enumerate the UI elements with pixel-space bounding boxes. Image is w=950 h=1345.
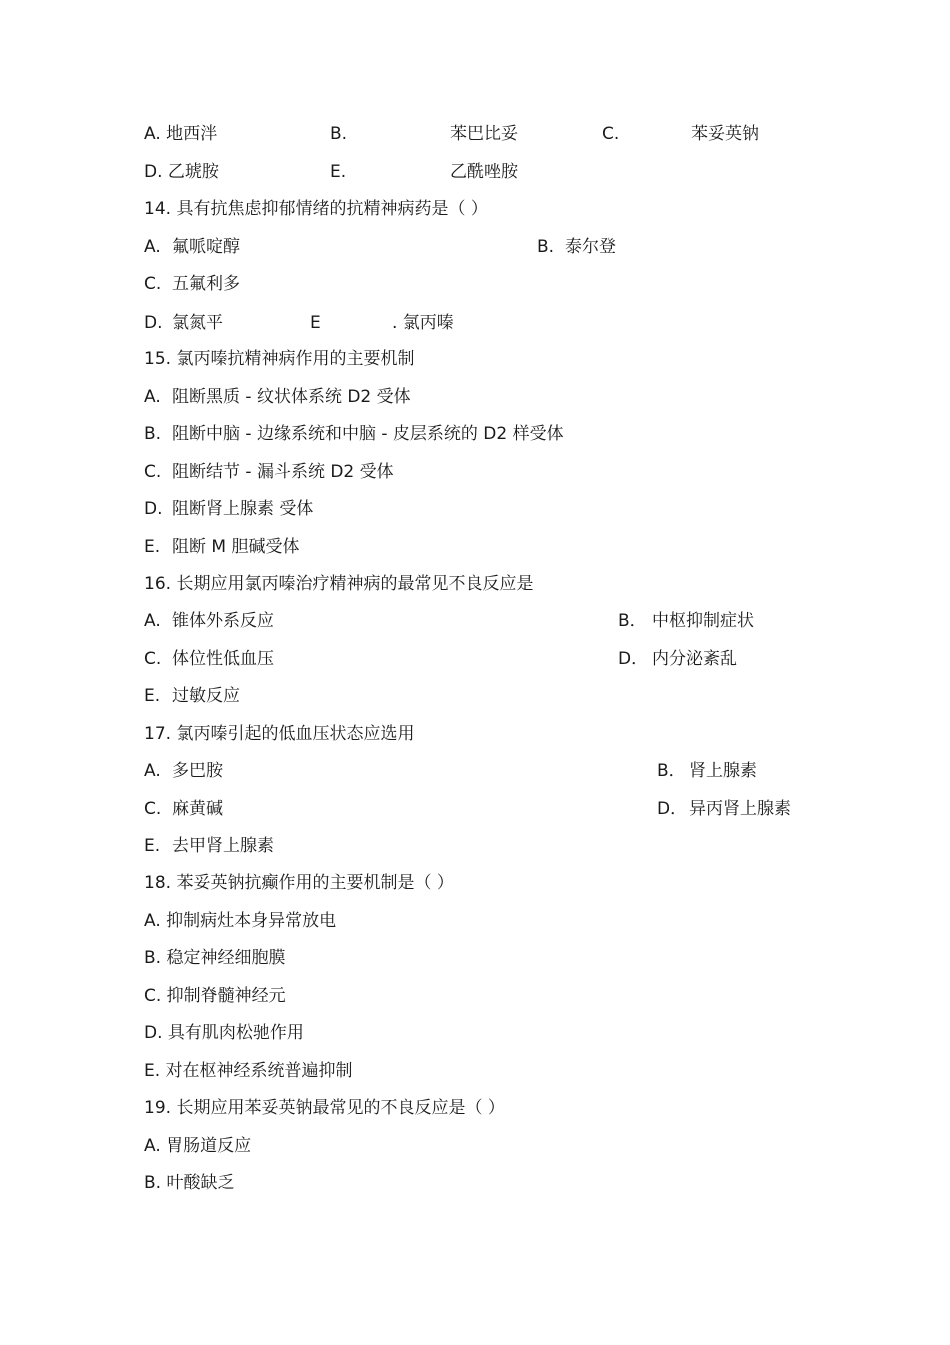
q15-option-a [144, 385, 844, 409]
q15-option-e-letter: E. [144, 537, 161, 557]
q19-option-b: B. 叶酸缺乏 [144, 1173, 235, 1193]
q15-option-b [144, 422, 844, 446]
q15-option-b-letter: B. [144, 424, 162, 444]
q16-option-e-text: 过敏反应 [172, 686, 240, 706]
q17-option-c-text: 麻黄碱 [172, 799, 223, 819]
q14-option-row-ab [144, 235, 844, 259]
q13-option-c-text: 苯妥英钠 [691, 124, 759, 144]
q18-option-c: C. 抑制脊髓神经元 [144, 986, 286, 1006]
q13-option-row-1 [144, 122, 844, 146]
q16-option-row-ab [144, 609, 844, 633]
q17-option-a-letter: A. [144, 761, 161, 781]
q18-option-d: D. 具有肌肉松驰作用 [144, 1023, 304, 1043]
q14-stem: 14. 具有抗焦虑抑郁情绪的抗精神病药是（ ） [144, 199, 488, 219]
q15-option-c-letter: C. [144, 462, 162, 482]
q19-option-a: A. 胃肠道反应 [144, 1136, 252, 1156]
q16-option-d-letter: D． [618, 649, 649, 669]
q17-option-c-letter: C. [144, 799, 162, 819]
q15-option-e-text: 阻断 M 胆碱受体 [172, 537, 300, 557]
q16-option-a-text: 锥体外系反应 [172, 611, 274, 631]
q15-stem: 15. 氯丙嗪抗精神病作用的主要机制 [144, 349, 415, 369]
q17-option-a-text: 多巴胺 [172, 761, 223, 781]
q15-option-e [144, 535, 844, 559]
q14-option-row-de [144, 311, 844, 335]
q14-option-d-letter: D. [144, 313, 163, 333]
q15-option-d-letter: D. [144, 499, 163, 519]
q13-option-row-2 [144, 160, 844, 184]
q13-option-b-text: 苯巴比妥 [450, 124, 518, 144]
q13-option-e-letter: E. [330, 162, 347, 182]
q16-option-row-e [144, 684, 844, 708]
q17-option-row-e [144, 834, 844, 858]
q17-option-row-cd [144, 797, 844, 821]
q14-option-a-letter: A. [144, 237, 161, 257]
q17-option-e-text: 去甲肾上腺素 [172, 836, 274, 856]
q16-option-d-text: 内分泌紊乱 [652, 649, 737, 669]
q14-option-c-text: 五氟利多 [172, 274, 240, 294]
q13-option-b-letter: B. [330, 124, 348, 144]
q14-option-row-c [144, 272, 844, 296]
q17-option-d-text: 异丙肾上腺素 [689, 799, 791, 819]
q15-option-c-text: 阻断结节 - 漏斗系统 D2 受体 [172, 462, 394, 482]
q15-option-c [144, 460, 844, 484]
q15-option-a-letter: A. [144, 387, 161, 407]
q18-option-b: B. 稳定神经细胞膜 [144, 948, 286, 968]
q16-option-c-text: 体位性低血压 [172, 649, 274, 669]
q17-stem: 17. 氯丙嗪引起的低血压状态应选用 [144, 724, 415, 744]
q16-stem: 16. 长期应用氯丙嗪治疗精神病的最常见不良反应是 [144, 574, 534, 594]
q19-stem: 19. 长期应用苯妥英钠最常见的不良反应是（ ） [144, 1098, 505, 1118]
q16-option-b-letter: B． [618, 611, 647, 631]
q13-option-d: D. 乙琥胺 [144, 162, 219, 182]
q13-option-c-letter: C. [602, 124, 620, 144]
q14-option-d-text: 氯氮平 [172, 313, 223, 333]
q15-option-d-text: 阻断肾上腺素 受体 [172, 499, 314, 519]
q13-option-a: A. 地西泮 [144, 124, 218, 144]
q16-option-row-cd [144, 647, 844, 671]
q17-option-b-text: 肾上腺素 [689, 761, 757, 781]
q14-option-e-text: . 氯丙嗪 [392, 313, 454, 333]
q16-option-e-letter: E. [144, 686, 161, 706]
q14-option-b-text: 泰尔登 [565, 237, 616, 257]
q18-stem: 18. 苯妥英钠抗癫作用的主要机制是（ ） [144, 873, 454, 893]
q14-option-c-letter: C. [144, 274, 162, 294]
q13-option-e-text: 乙酰唑胺 [450, 162, 518, 182]
q15-option-d [144, 497, 844, 521]
q17-option-d-letter: D． [657, 799, 688, 819]
q16-option-a-letter: A. [144, 611, 161, 631]
q15-option-a-text: 阻断黑质 - 纹状体系统 D2 受体 [172, 387, 411, 407]
q18-option-a: A. 抑制病灶本身异常放电 [144, 911, 337, 931]
q17-option-e-letter: E. [144, 836, 161, 856]
q15-option-b-text: 阻断中脑 - 边缘系统和中脑 - 皮层系统的 D2 样受体 [172, 424, 564, 444]
q18-option-e: E. 对在枢神经系统普遍抑制 [144, 1061, 353, 1081]
q16-option-b-text: 中枢抑制症状 [652, 611, 754, 631]
q16-option-c-letter: C. [144, 649, 162, 669]
q14-option-e-letter: E [310, 313, 321, 333]
q14-option-b-letter: B. [537, 237, 555, 257]
q17-option-row-ab [144, 759, 844, 783]
q17-option-b-letter: B． [657, 761, 686, 781]
q14-option-a-text: 氟哌啶醇 [172, 237, 240, 257]
